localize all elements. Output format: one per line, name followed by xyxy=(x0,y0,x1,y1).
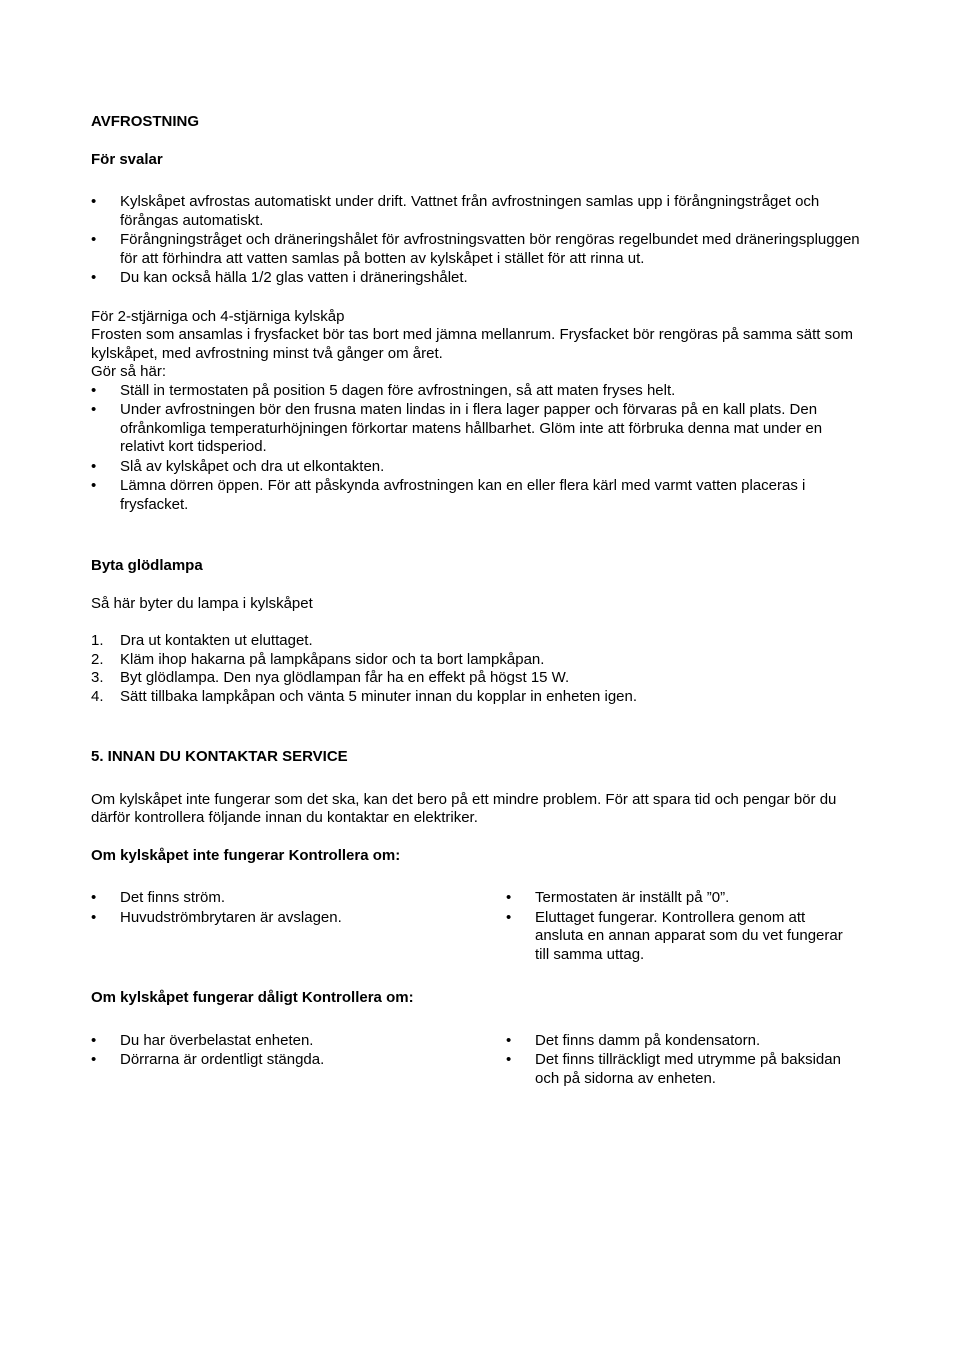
bullet-marker: • xyxy=(91,889,97,906)
list-item: 2. Kläm ihop hakarna på lampkåpans sidor och ta bort lampkåpan. xyxy=(91,650,545,668)
list-item: 1. Dra ut kontakten ut eluttaget. xyxy=(91,632,313,649)
step-number: 1. xyxy=(91,632,104,649)
list-item: • Eluttaget fungerar. Kontrollera genom att ansluta en annan apparat som du vet fungerar till samma uttag. xyxy=(506,908,843,963)
cooler-bullet-list xyxy=(91,193,866,288)
bullet-marker: • xyxy=(506,1031,512,1049)
star-bullet-list xyxy=(91,382,866,515)
bullet-marker: • xyxy=(91,1051,97,1068)
cooler-subheading: För svalar xyxy=(91,150,163,168)
bullet-marker: • xyxy=(91,401,97,418)
step-number: 3. xyxy=(91,669,104,686)
poor-working-right-list xyxy=(506,1032,846,1090)
poor-working-heading: Om kylskåpet fungerar dåligt Kontrollera om: xyxy=(91,989,414,1006)
bulb-intro: Så här byter du lampa i kylskåpet xyxy=(91,594,313,612)
bullet-marker: • xyxy=(91,381,97,399)
list-item: • Under avfrostningen bör den frusna maten lindas in i flera lager papper och förvaras på en kall plats. Den ofrånkomliga temperaturhöjningen förkortar matens hållbarhet. Glöm inte att förbruka denna mat under en relativt kort tidsperiod. xyxy=(91,401,823,455)
list-item: • Det finns ström. xyxy=(91,889,226,906)
star-freezer-intro: Frosten som ansamlas i frysfacket bör tas bort med jämna mellanrum. Frysfacket bör rengöras på samma sätt som kylskåpet, med avfrostning minst två gånger om året. xyxy=(91,326,853,362)
document-page xyxy=(91,113,866,1089)
list-item: 3. Byt glödlampa. Den nya glödlampan får ha en effekt på högst 15 W. xyxy=(91,669,570,686)
list-item: • Ställ in termostaten på position 5 dagen före avfrostningen, så att maten fryses helt. xyxy=(91,381,676,399)
bullet-marker: • xyxy=(506,889,512,906)
poor-working-left-list xyxy=(91,1032,506,1090)
list-item: • Slå av kylskåpet och dra ut elkontakten. xyxy=(91,457,385,475)
bullet-marker: • xyxy=(91,193,97,210)
bullet-marker: • xyxy=(91,908,97,926)
step-number: 4. xyxy=(91,687,104,705)
service-heading: 5. INNAN DU KONTAKTAR SERVICE xyxy=(91,748,348,765)
list-item: • Termostaten är inställt på ”0”. xyxy=(506,889,730,906)
list-item: • Du kan också hälla 1/2 glas vatten i dräneringshålet. xyxy=(91,269,468,286)
bulb-steps-list xyxy=(91,632,866,706)
star-freezer-howto: Gör så här: xyxy=(91,363,167,380)
not-working-left-list xyxy=(91,889,506,965)
bulb-heading: Byta glödlampa xyxy=(91,557,203,574)
star-freezer-title: För 2-stjärniga och 4-stjärniga kylskåp xyxy=(91,307,345,325)
bullet-marker: • xyxy=(91,477,97,494)
bullet-marker: • xyxy=(506,1051,512,1068)
list-item: • Du har överbelastat enheten. xyxy=(91,1031,314,1049)
not-working-right-list xyxy=(506,889,846,965)
not-working-heading: Om kylskåpet inte fungerar Kontrollera om: xyxy=(91,846,401,864)
list-item: • Det finns damm på kondensatorn. xyxy=(506,1031,761,1049)
bullet-marker: • xyxy=(91,457,97,475)
list-item: • Lämna dörren öppen. För att påskynda avfrostningen kan en eller flera kärl med varmt vatten placeras i frysfacket. xyxy=(91,477,806,513)
bullet-marker: • xyxy=(506,908,512,926)
list-item: • Kylskåpet avfrostas automatiskt under drift. Vattnet från avfrostningen samlas upp i förångningstråget och förångas automatiskt. xyxy=(91,193,820,229)
list-item: • Dörrarna är ordentligt stängda. xyxy=(91,1051,325,1068)
step-number: 2. xyxy=(91,650,104,668)
list-item: • Huvudströmbrytaren är avslagen. xyxy=(91,908,342,926)
service-intro: Om kylskåpet inte fungerar som det ska, kan det bero på ett mindre problem. För att spara tid och pengar bör du därför kontrollera följande innan du kontaktar en elektriker. xyxy=(91,790,837,826)
defrost-heading: AVFROSTNING xyxy=(91,113,200,130)
list-item: 4. Sätt tillbaka lampkåpan och vänta 5 minuter innan du kopplar in enheten igen. xyxy=(91,687,638,705)
bullet-marker: • xyxy=(91,269,97,286)
bullet-marker: • xyxy=(91,1031,97,1049)
list-item: • Förångningstråget och dräneringshålet för avfrostningsvatten bör rengöras regelbundet med dräneringspluggen för att förhindra att vatten samlas på botten av kylskåpet i stället för att rinna ut. xyxy=(91,231,860,267)
bullet-marker: • xyxy=(91,231,97,248)
not-working-columns xyxy=(91,889,866,965)
list-item: • Det finns tillräckligt med utrymme på baksidan och på sidorna av enheten. xyxy=(506,1051,841,1087)
poor-working-columns xyxy=(91,1032,866,1090)
